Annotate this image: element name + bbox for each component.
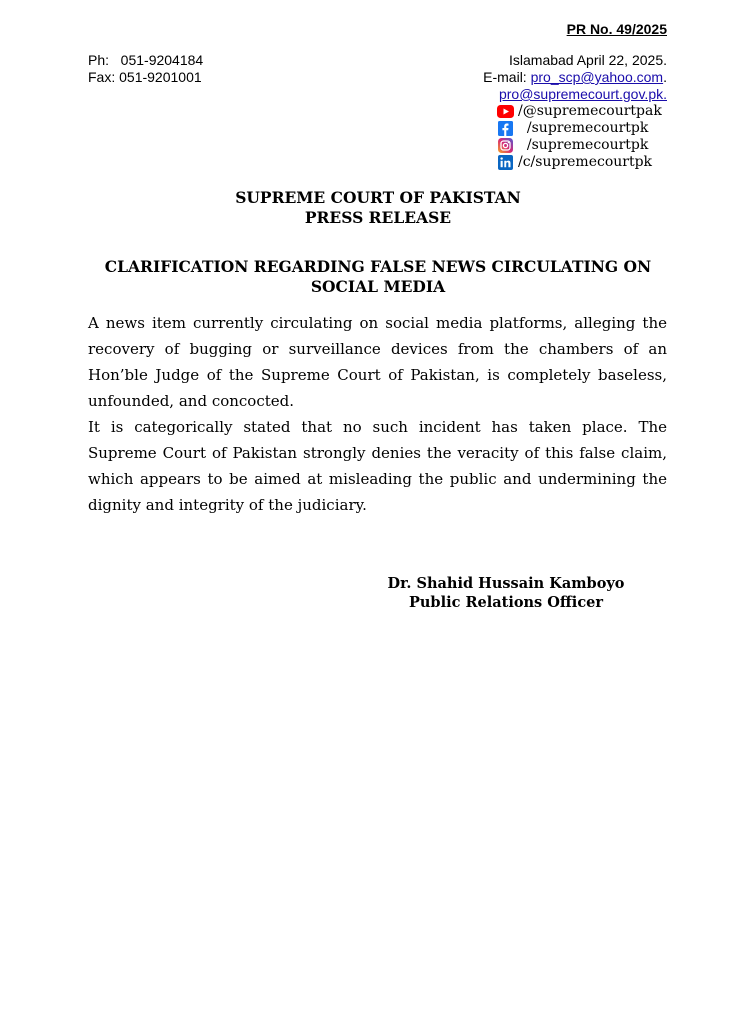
- signatory-name: Dr. Shahid Hussain Kamboyo: [387, 575, 625, 592]
- title-line-2: PRESS RELEASE: [304, 208, 452, 227]
- email-suffix: .: [663, 69, 667, 85]
- title-line-1: SUPREME COURT OF PAKISTAN: [235, 188, 521, 207]
- social-media-list: [497, 103, 662, 171]
- email-line: [483, 69, 667, 86]
- signature-block: [380, 574, 632, 612]
- email-label: E-mail:: [483, 69, 531, 85]
- email-link-supremecourt[interactable]: pro@supremecourt.gov.pk.: [498, 86, 667, 102]
- youtube-icon: [497, 104, 514, 119]
- social-item-linkedin[interactable]: [497, 154, 662, 171]
- social-handle-youtube: /@supremecourtpak: [518, 103, 662, 119]
- pr-number: PR No. 49/2025: [566, 21, 667, 37]
- contact-details: [483, 52, 667, 103]
- signatory-designation: Public Relations Officer: [408, 594, 604, 611]
- phone-number: Ph: 051-9204184: [88, 52, 204, 68]
- instagram-icon: [497, 138, 514, 153]
- social-handle-instagram: /supremecourtpk: [518, 137, 649, 153]
- social-item-instagram[interactable]: [497, 137, 662, 154]
- document-title: [0, 188, 756, 228]
- subject-line-1: CLARIFICATION REGARDING FALSE NEWS CIRCULATING ON: [104, 257, 652, 276]
- body-paragraph-1: A news item currently circulating on social media platforms, alleging the recovery of bugging or surveillance devices from the chambers of an Hon’ble Judge of the Supreme Court of Pakistan, is completely baseless, unfounded, and concocted.: [88, 314, 667, 410]
- social-item-facebook[interactable]: [497, 120, 662, 137]
- place-date: Islamabad April 22, 2025.: [509, 52, 667, 68]
- fax-number: Fax: 051-9201001: [88, 69, 202, 85]
- facebook-icon: [497, 121, 514, 136]
- subject-line-2: SOCIAL MEDIA: [310, 277, 446, 296]
- email-link-yahoo[interactable]: pro_scp@yahoo.com: [530, 69, 664, 85]
- social-handle-facebook: /supremecourtpk: [518, 120, 649, 136]
- social-handle-linkedin: /c/supremecourtpk: [518, 154, 653, 170]
- body-paragraph-2: It is categorically stated that no such incident has taken place. The Supreme Court of Pakistan strongly denies the veracity of this false claim, which appears to be aimed at misleading the public and undermining the dignity and integrity of the judiciary.: [88, 418, 667, 514]
- social-item-youtube[interactable]: [497, 103, 662, 120]
- linkedin-icon: [497, 155, 514, 170]
- document-subject: [0, 257, 756, 297]
- contact-numbers: [88, 52, 203, 86]
